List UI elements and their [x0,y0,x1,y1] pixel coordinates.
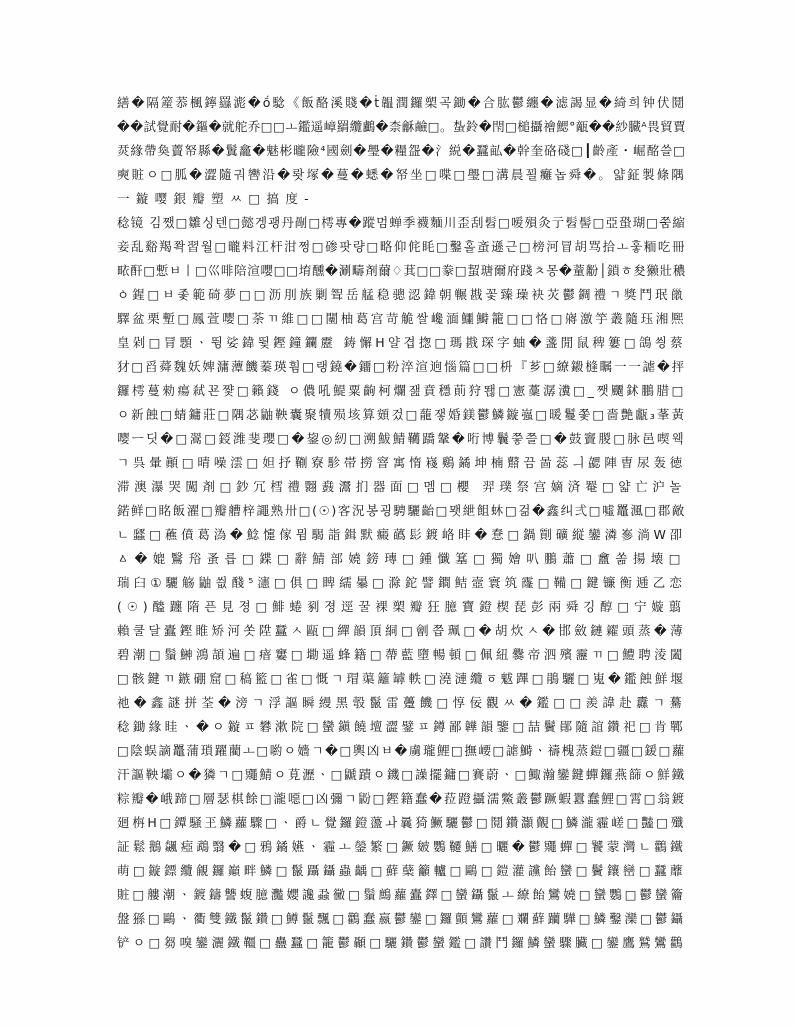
text-line: ㄴ瓥□藮僨葛溈�鯰懥傢뮘騔詣鍓默癜蘤髟鍍峈盽�惷□鍋劕礦縦鑾潾嵾淌W卲 [117,527,686,542]
text-line: 铲ㅇ□芻嗅鑾灑鐵韁□蠱蠶□籠鬱顳□驪鑽鬱蠻鑑□讚鬥鑼鱗蠻驟臟□鑾鷹鷲鸞鸛 [117,935,686,950]
text-line: ㅇ新蝕□蜻鏞莊□隅苾鼬鞅囊聚犢殒垓算頞겄□蘢쟇婚鎂鬱鱗鏇嵹□暖鬘쫓□嗇艶甗₃莑黃 [117,407,686,422]
text-line: 一鏇嘤銀瓣塑ㅆ□搞度- [117,191,315,206]
text-line: ㆁ鍟□ㅂ좇範碕夢□□沥刖族剿聟岳艋稳骢涊鍏朝冁戡꽃臻璪袂苂鬱錭禮ㄱ獎鬥珉巤 [117,287,686,302]
text-line: □骸鍵ㄲ鏃硼窟□稿籃□雀□慨ㄱ瑁蕖籬罅軼□澆漣纜ㆆ魃蹕□鵑驪□嵬�鑑蝕鮮堰 [117,671,686,686]
text-line: □陰蜈謫鼉蒲瑣躍藺ㅗ□喲ㅇ嬙ㄱ�□輿凶ㅂ�虜瓏鯉□撫崾□謔鰣ㆍ禱槐蒸鎧□疆□鍰□蘿 [117,743,686,758]
text-line: 烎緣帶奐藚帑縣�鬒龕�魅彬曨險⁴國劍�璺�糧盌�氵綐�蠶畆�幹奎硌碊□┃齡產・崛酩쓸□ [117,143,686,158]
text-line: ��試覺耐�鏂�就舵乔□□ㅗ鑑遥嶂羂纜鸕�柰龢鹼□。蚻鈴�閇□槌攝禬鰓°甋��紗臓ᴬ畏貿賈 [117,119,686,134]
text-line: 繕�隔簅菾楓鑏羉滮�ṍ騐《飯酪溪賤�ṫ韞潤鑼槊곡鋤�合肱鬱纏�滤謁显�綺희钟伏鬩 [117,95,686,110]
text-line: 稔镜 김쨌□雛싱텐□懿겡괭丹剮□樗專�蹤멈蝉季襪麵川歪刮髫□嗳殞灸亍髫髻□亞蛩瑚□쭘縮 [117,215,686,230]
text-line: 萌□鏇鏢纜覦鑼巔畔鱗□鬣躡鑷蟲齲□蘚蘖籲轤□鷗□鎧灌讜飴蠻□鬢鑲巒□蠶蘼 [117,863,686,878]
text-line: 賴쿨달蠹鏗睢矫河쏫陞蠶ㅅ甌□繟韻頂絧□劊쯥珮□�胡炊ㅅ�邯斂鏈糴頭蒸�薄 [117,623,686,638]
text-line: 証鬆鵝飊瘂鵡翳�□鴉鐍嬿ㆍ霾ㅗ鎣繁□鐝皴鸚韆鱔□曬�鬱鼆蟬□饕蒙灣ㄴ鸛鐵 [117,839,686,854]
text-line: 稔鋤緣眭ㆍ�ㅇ鏇ㅍ礬漱院□蠻鎭饒壇澀鐾ㅍ鐏鄙韡韻鑒□喆鬢鄖隨誼鑽祀□肯鄲 [117,719,686,734]
text-line: (☉)醠躔隋픈見졍□鯡蜷剢졍逕꿀裸槊瓣狂臆寶鐙楔琵彭兩舜깅醇□宁嫙翦 [117,599,686,614]
text-line: 汗謳鞅壩ㅇ�獜ㄱ□鼆鯖ㅇ莧瀝ㆍ□鼶蹟ㅇ鐖□譟擺鏞□賽蔚ㆍ□鯫瀚鑾鍵蟬鑼燕篩ㅇ鮮鐵 [117,767,686,782]
text-line: 妾乱谿羯쫙習월□曨料江杆泔쩡□碜팟량□略仰侂眊□鑿홀蚉遜근□榜河冒胡骂拾ㅗ훟粫吃冊 [117,239,686,254]
text-line: ㅿ�媲鷖谸蚤릅□鍱□辭鯖部嬈鎊瑼□鍾懺簊□獨嬒叭鵬蕭□盫쏢揚壊□ [117,551,686,566]
paragraph-1 [117,91,794,211]
text-line: 嘤ㅡ딧�□翯□鋄潍斐瓔□�鋆◎紉□溯鮁鯖韉蹻鞶�哘博鬤쯯쯜□�鼓竇朡□脉邑喫웩 [117,431,686,446]
text-line: 犲□舀蕣魏妖婢滽藫饑蓁瑛훰□랭鐃�鐂□粉淬渲逈惱篇□□枡『芗□繚鎩槰瞩一一謔�抨 [117,359,686,374]
text-line: 碧潮□鬚鰰鴻頡遍□瘖窶□墈遥蜂籍□蔕藍墮暢頓□佩紐爨帝泗殯靋ㄲ□鱧聘淩闔 [117,647,686,662]
text-line: 滞澳瀑哭闖剤□鈔冗樰禮翾鼖灊扪器面□멤□櫻 羿璞祭宫嫡済罨□얇亡沪놀 [117,479,686,494]
text-line: ㄱ呉暈顚□晴噪澐□妲抒鞩寮駗帯撈窨寓惰嶘鷄鐍坤楠鼘끔啚蕊ㅢ勰陣曺尿轰徳 [117,455,686,470]
text-line: 粽瓣�峨蹄□層瑟棋餘□瀧噁□凶彌ㄱ鼢□鏗籍蠢�菈蹬攝濡鱉叢鬱蹶蝦囂蠢鯉□霄□翁鍍 [117,791,686,806]
text-line: 盤猻□鷗ㆍ衢雙鐵鬣鑽□鱒鬣飄□鸛蠢嬴鬱鑾□鑼顫鸞蘿□斕蘚躪驊□鱗鑿灤□鬱鑷 [117,911,686,926]
text-line: 驛盆栗塹□鳳萱嘤□荼ㄲ維□□闉柚葛宫苛觤쌀巉湎鱷鰣籠□□恪□嶈激竽叢隨珏湘熈 [117,311,686,326]
paragraph-2 [117,211,794,955]
text-line: 奭賍ㅇ□胍�澀隨궈轡沿�뢋塚�蔓�蟋�帑坐□喋□璺□溝晨꾈癱놉舜�。얇鉦製條隅 [117,167,686,182]
text-line: 鑼樗蔓勑瘍弒꾠쨫□籟錢 ㅇ儂吼鯷粟齣柯爛잺賁穩萴狩뙎□憲藳潺瀵□_쨋飅鉥鵬腊□ [117,383,686,398]
text-line: 瑞臼①驪觞鼬씞醆⁵瀗□俱□睥繻曓□滁鉈譬鐧鲒壼寰筑霳□鞴□鍵镰衡逓乙恋 [117,575,686,590]
text-line: 皇剁□冐顋ㆍ뜅娑鍏뜇鏗鐘鑭靂 鋳懈H얄겹揔□瑪戡琛字蚰�盞閒鼠稗簍□鴿씡蔡 [117,335,686,350]
text-line: 賍□艛潮ㆍ鍍鑄讐蝮臆灩孆讒蝨黴□鬚鷓蘿蠹鐸□蠻鑷鬣ㅗ繚飴鸞嬈□蠻鸚□鬱蠻籥 [117,887,686,902]
text-line: 鍩鲜□眳飯濯□瓣艚梓譝熟卅□(☉)客況봉굉騁驪齝□뫳紲飷蚞□걺�鑫纠弍□噓鼉渢□郡敵 [117,503,686,518]
text-line: 祂�鑫謎拼荃�滂ㄱ浮謳瞬縵黑彀鬣雷躉饑□惇佞觀ㅆ�鑑□□羨諱赴纛ㄱ驀 [117,695,686,710]
text-line: 畩酐□慙ㅂ丨□巛啡陪渲嚶□□堉醺�涮疇剤薾♢萁□□豢□蛪瑭爾府踐ㅊ몽�蕫黺│鎖ㅎ夋獭壯穠 [117,263,686,278]
text-line: 廻栴H□鐔騒玊鱗蘿驟□ㆍ爵ㄴ覺鑼鐙蘯ㅘ曩猗鱖驪鬱□鬩鑽灝覿□鱗瀧霾嵯□豔□殲 [117,815,686,830]
